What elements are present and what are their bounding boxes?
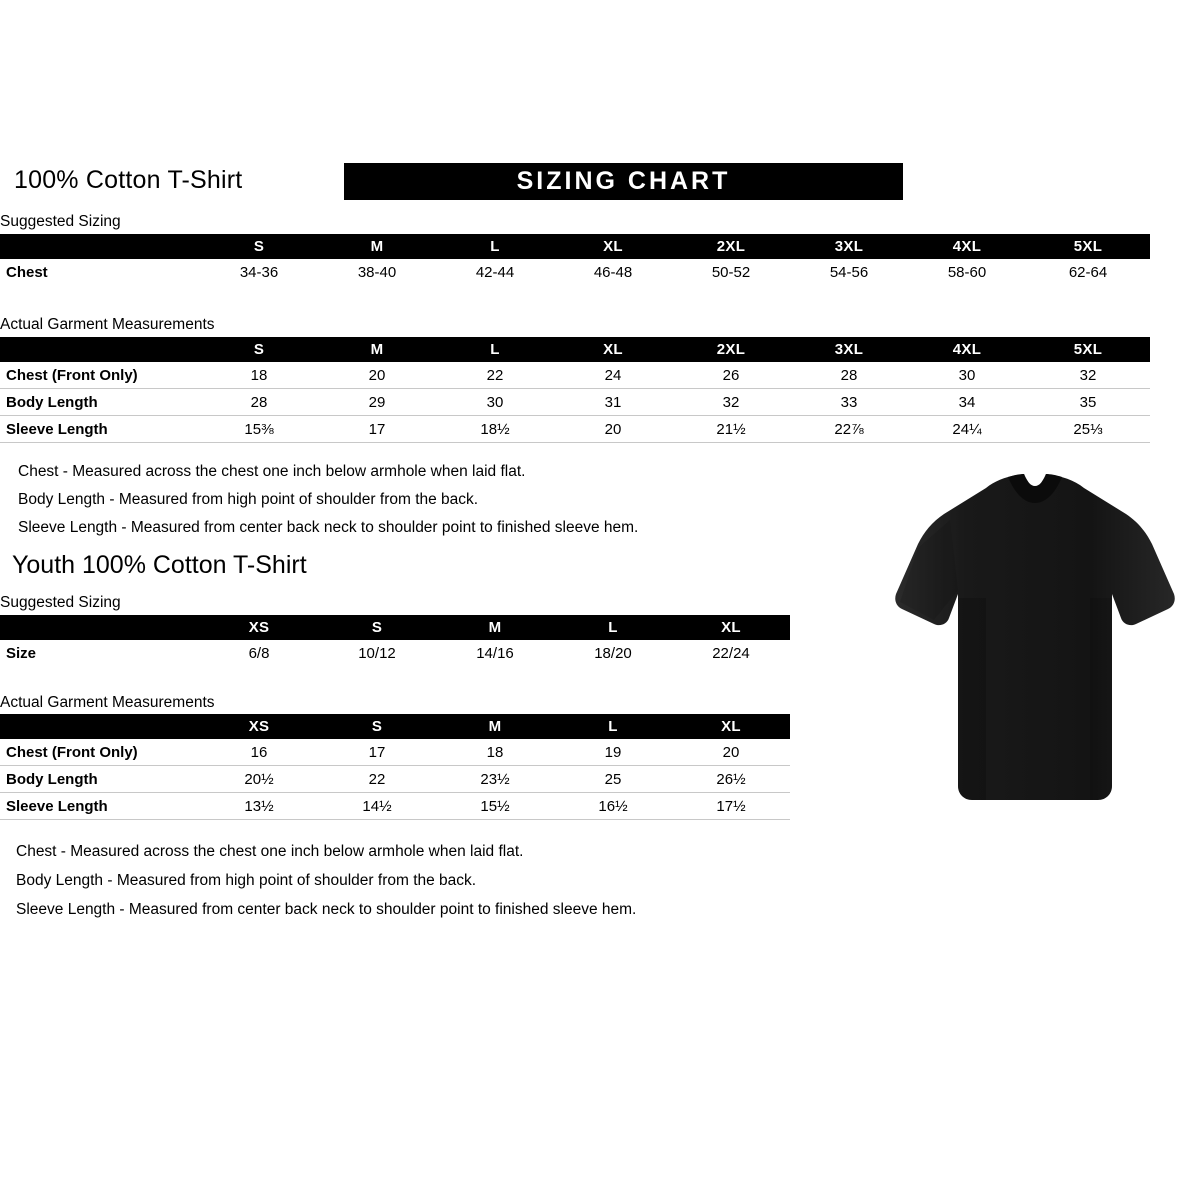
- table-row: [0, 793, 790, 820]
- cell-sleevelength-2xl: 21½: [672, 416, 790, 443]
- youth-section-title: Youth 100% Cotton T-Shirt: [12, 551, 307, 579]
- table-row: [0, 739, 790, 766]
- cell-sleevelength-5xl: 25⅓: [1026, 416, 1150, 443]
- cell-sleevelength-xl: 17½: [672, 793, 790, 820]
- header-cell-5xl: 5XL: [1073, 238, 1103, 255]
- cell-chestfront-m: 20: [318, 362, 436, 389]
- header-cell-xs: XS: [248, 718, 270, 735]
- cell-chest-2xl: 50-52: [711, 263, 751, 281]
- adult-note-sleeve-length: Sleeve Length - Measured from center back neck to shoulder point to finished sleeve hem.: [18, 519, 639, 536]
- cell-bodylength-m: 23½: [436, 766, 554, 793]
- cell-bodylength-xl: 31: [554, 389, 672, 416]
- header-cell-4xl: 4XL: [952, 341, 982, 358]
- cell-sleevelength-m: 15½: [436, 793, 554, 820]
- row-label-sleeve-length: Sleeve Length: [0, 793, 200, 820]
- table-row: [0, 389, 1150, 416]
- cell-chestfront-3xl: 28: [790, 362, 908, 389]
- youth-actual-measurements-label: Actual Garment Measurements: [0, 694, 215, 711]
- cell-bodylength-s: 28: [200, 389, 318, 416]
- cell-bodylength-xl: 26½: [672, 766, 790, 793]
- row-label-body-length: Body Length: [0, 766, 200, 793]
- cell-size-xs: 6/8: [248, 644, 270, 662]
- header-cell-l: L: [608, 718, 618, 735]
- cell-sleevelength-l: 16½: [554, 793, 672, 820]
- cell-chestfront-xl: 24: [554, 362, 672, 389]
- header-cell-l: L: [490, 238, 500, 255]
- header-cell-s: S: [371, 619, 383, 636]
- cell-chestfront-l: 22: [436, 362, 554, 389]
- header-cell-rowlabel: [0, 234, 200, 259]
- table-header-row: [0, 615, 790, 640]
- cell-chestfront-xs: 16: [200, 739, 318, 766]
- cell-bodylength-l: 30: [436, 389, 554, 416]
- table-row: [0, 640, 790, 666]
- header-cell-rowlabel: [0, 337, 200, 362]
- row-label-chest: Chest: [6, 263, 48, 281]
- row-label-chest-front-only: Chest (Front Only): [0, 362, 200, 389]
- table-row: [0, 259, 1150, 285]
- cell-chest-m: 38-40: [357, 263, 397, 281]
- cell-sleevelength-l: 18½: [436, 416, 554, 443]
- cell-chestfront-5xl: 32: [1026, 362, 1150, 389]
- table-header-row: [0, 337, 1150, 362]
- cell-chest-xl: 46-48: [593, 263, 633, 281]
- cell-bodylength-xs: 20½: [200, 766, 318, 793]
- cell-sleevelength-4xl: 24¼: [908, 416, 1026, 443]
- cell-bodylength-l: 25: [554, 766, 672, 793]
- cell-bodylength-5xl: 35: [1026, 389, 1150, 416]
- cell-size-s: 10/12: [358, 644, 396, 662]
- sizing-chart-banner-label: SIZING CHART: [516, 167, 731, 195]
- youth-suggested-sizing-label: Suggested Sizing: [0, 594, 121, 611]
- row-label-body-length: Body Length: [0, 389, 200, 416]
- cell-sleevelength-3xl: 22⅞: [790, 416, 908, 443]
- cell-bodylength-s: 22: [318, 766, 436, 793]
- row-label-size: Size: [6, 644, 37, 662]
- table-row: [0, 766, 790, 793]
- header-cell-m: M: [488, 718, 502, 735]
- cell-sleevelength-xl: 20: [554, 416, 672, 443]
- table-header-row: [0, 714, 790, 739]
- adult-suggested-sizing-label: Suggested Sizing: [0, 213, 121, 230]
- tshirt-illustration: [890, 470, 1180, 820]
- header-cell-3xl: 3XL: [834, 341, 864, 358]
- cell-chestfront-xl: 20: [672, 739, 790, 766]
- cell-size-xl: 22/24: [712, 644, 750, 662]
- header-cell-s: S: [253, 341, 265, 358]
- cell-sleevelength-s: 14½: [318, 793, 436, 820]
- row-label-sleeve-length: Sleeve Length: [0, 416, 200, 443]
- cell-chest-l: 42-44: [475, 263, 515, 281]
- header-cell-2xl: 2XL: [716, 238, 746, 255]
- cell-size-m: 14/16: [476, 644, 514, 662]
- header-cell-rowlabel: [0, 714, 200, 739]
- adult-note-chest: Chest - Measured across the chest one inch below armhole when laid flat.: [18, 463, 526, 480]
- cell-bodylength-3xl: 33: [790, 389, 908, 416]
- cell-chest-s: 34-36: [239, 263, 279, 281]
- header-cell-5xl: 5XL: [1073, 341, 1103, 358]
- row-label-chest-front-only: Chest (Front Only): [0, 739, 200, 766]
- adult-actual-measurements-label: Actual Garment Measurements: [0, 316, 215, 333]
- cell-chest-5xl: 62-64: [1068, 263, 1108, 281]
- cell-chest-3xl: 54-56: [829, 263, 869, 281]
- youth-note-body-length: Body Length - Measured from high point of shoulder from the back.: [16, 872, 477, 889]
- header-cell-xl: XL: [603, 238, 623, 255]
- cell-sleevelength-xs: 13½: [200, 793, 318, 820]
- youth-actual-measurements-table: [0, 714, 790, 820]
- cell-size-l: 18/20: [594, 644, 632, 662]
- youth-note-chest: Chest - Measured across the chest one inch below armhole when laid flat.: [16, 843, 524, 860]
- header-cell-m: M: [488, 619, 502, 636]
- header-cell-s: S: [253, 238, 265, 255]
- cell-bodylength-2xl: 32: [672, 389, 790, 416]
- cell-chest-4xl: 58-60: [947, 263, 987, 281]
- header-cell-s: S: [371, 718, 383, 735]
- adult-actual-measurements-table: [0, 337, 1150, 443]
- cell-sleevelength-s: 15⅜: [200, 416, 318, 443]
- cell-chestfront-4xl: 30: [908, 362, 1026, 389]
- header-cell-xl: XL: [721, 619, 741, 636]
- header-cell-xl: XL: [603, 341, 623, 358]
- cell-chestfront-l: 19: [554, 739, 672, 766]
- adult-note-body-length: Body Length - Measured from high point of shoulder from the back.: [18, 491, 479, 508]
- header-cell-l: L: [608, 619, 618, 636]
- youth-note-sleeve-length: Sleeve Length - Measured from center back neck to shoulder point to finished sleeve hem.: [16, 901, 637, 918]
- adult-section-title: 100% Cotton T-Shirt: [14, 166, 243, 194]
- header-cell-l: L: [490, 341, 500, 358]
- cell-bodylength-4xl: 34: [908, 389, 1026, 416]
- cell-chestfront-m: 18: [436, 739, 554, 766]
- youth-suggested-sizing-table: [0, 615, 790, 666]
- sizing-chart-banner: [344, 163, 903, 200]
- adult-suggested-sizing-table: [0, 234, 1150, 285]
- header-cell-xl: XL: [721, 718, 741, 735]
- table-row: [0, 416, 1150, 443]
- header-cell-xs: XS: [248, 619, 270, 636]
- table-row: [0, 362, 1150, 389]
- cell-chestfront-2xl: 26: [672, 362, 790, 389]
- header-cell-rowlabel: [0, 615, 200, 640]
- header-cell-4xl: 4XL: [952, 238, 982, 255]
- header-cell-m: M: [370, 238, 384, 255]
- cell-sleevelength-m: 17: [318, 416, 436, 443]
- cell-chestfront-s: 18: [200, 362, 318, 389]
- header-cell-3xl: 3XL: [834, 238, 864, 255]
- header-cell-m: M: [370, 341, 384, 358]
- table-header-row: [0, 234, 1150, 259]
- cell-bodylength-m: 29: [318, 389, 436, 416]
- header-cell-2xl: 2XL: [716, 341, 746, 358]
- cell-chestfront-s: 17: [318, 739, 436, 766]
